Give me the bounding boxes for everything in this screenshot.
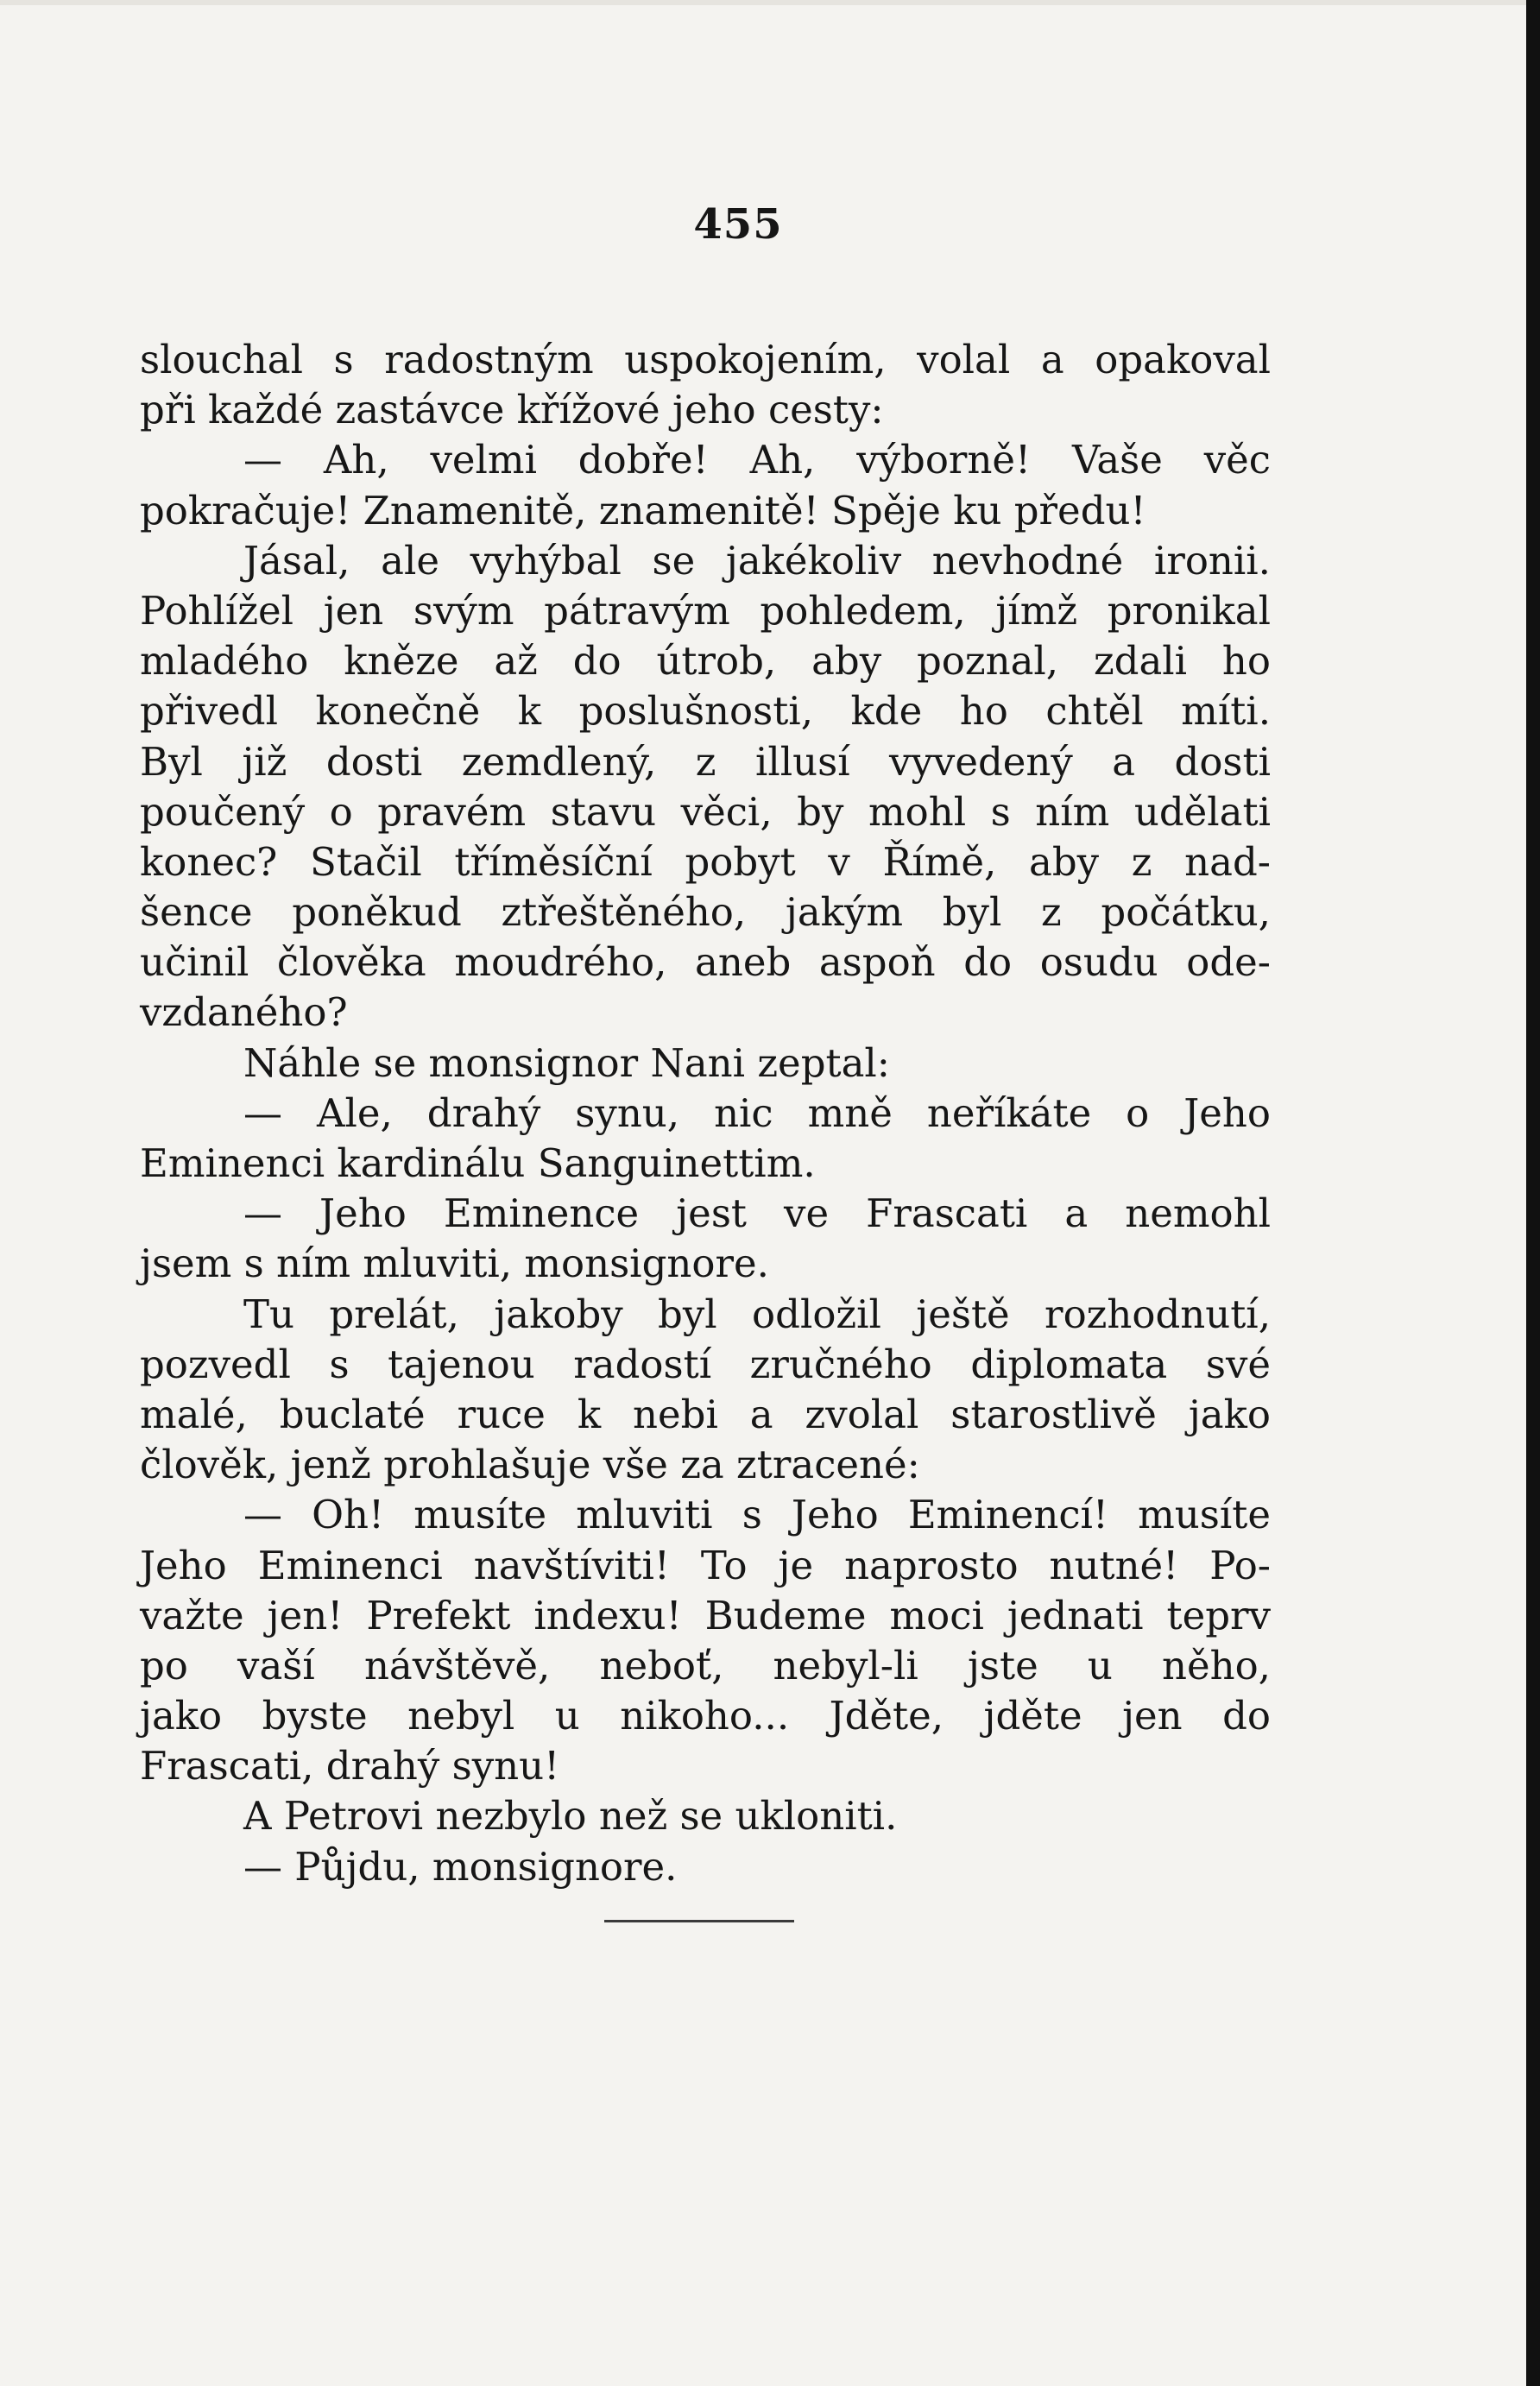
text-line: šence poněkud ztřeštěného, jakým byl z počátku,	[140, 889, 1271, 936]
text-line: jako byste nebyl u nikoho... Jděte, jděte jen do	[140, 1693, 1271, 1739]
text-line: Náhle se monsignor Nani zeptal:	[243, 1039, 890, 1086]
text-line: slouchal s radostným uspokojením, volal a opakoval	[140, 337, 1271, 382]
text-line: — Ale, drahý synu, nic mně neříkáte o Jeho	[243, 1089, 1271, 1136]
text-line: přivedl konečně k poslušnosti, kde ho chtěl míti.	[140, 688, 1271, 735]
text-line: — Ah, velmi dobře! Ah, výborně! Vaše věc	[243, 437, 1271, 483]
text-line: Byl již dosti zemdlený, z illusí vyvedený a dosti	[140, 738, 1271, 785]
text-line: po vaší návštěvě, neboť, nebyl-li jste u něho,	[140, 1642, 1271, 1689]
body-text	[140, 335, 1271, 1892]
text-line: mladého kněze až do útrob, aby poznal, zdali ho	[140, 638, 1271, 685]
text-line: važte jen! Prefekt indexu! Budeme moci jednati teprv	[140, 1592, 1271, 1638]
text-line: při každé zastávce křížové jeho cesty:	[140, 387, 884, 433]
text-line: pozvedl s tajenou radostí zručného diplomata své	[140, 1341, 1271, 1387]
text-line: vzdaného?	[140, 989, 348, 1036]
text-line: Pohlížel jen svým pátravým pohledem, jímž pronikal	[140, 587, 1271, 634]
text-line: malé, buclaté ruce k nebi a zvolal starostlivě jako	[140, 1391, 1271, 1437]
text-line: A Petrovi nezbylo než se ukloniti.	[243, 1793, 898, 1840]
text-line: — Půjdu, monsignore.	[243, 1843, 678, 1890]
text-line: konec? Stačil tříměsíční pobyt v Římě, aby z nad-	[140, 838, 1271, 885]
text-line: člověk, jenž prohlašuje vše za ztracené:	[140, 1442, 920, 1488]
text-line: učinil člověka moudrého, aneb aspoň do osudu ode-	[140, 939, 1271, 986]
text-line: pokračuje! Znamenitě, znamenitě! Spěje ku předu!	[140, 487, 1146, 533]
text-line: poučený o pravém stavu věci, by mohl s ním udělati	[140, 788, 1271, 835]
text-line: — Jeho Eminence jest ve Frascati a nemohl	[243, 1190, 1271, 1237]
text-line: jsem s ním mluviti, monsignore.	[140, 1240, 769, 1287]
page-number: 455	[693, 200, 783, 249]
text-line: Eminenci kardinálu Sanguinettim.	[140, 1140, 816, 1186]
text-line: — Oh! musíte mluviti s Jeho Eminencí! musíte	[243, 1492, 1271, 1538]
text-line: Frascati, drahý synu!	[140, 1743, 560, 1790]
text-line: Tu prelát, jakoby byl odložil ještě rozhodnutí,	[243, 1291, 1271, 1337]
page-binding-shadow	[1526, 0, 1540, 2386]
text-line: Jásal, ale vyhýbal se jakékoliv nevhodné ironii.	[243, 537, 1271, 584]
page-top-edge	[0, 0, 1540, 5]
chapter-end-rule	[604, 1920, 794, 1922]
text-line: Jeho Eminenci navštíviti! To je naprosto nutné! Po-	[140, 1542, 1271, 1588]
